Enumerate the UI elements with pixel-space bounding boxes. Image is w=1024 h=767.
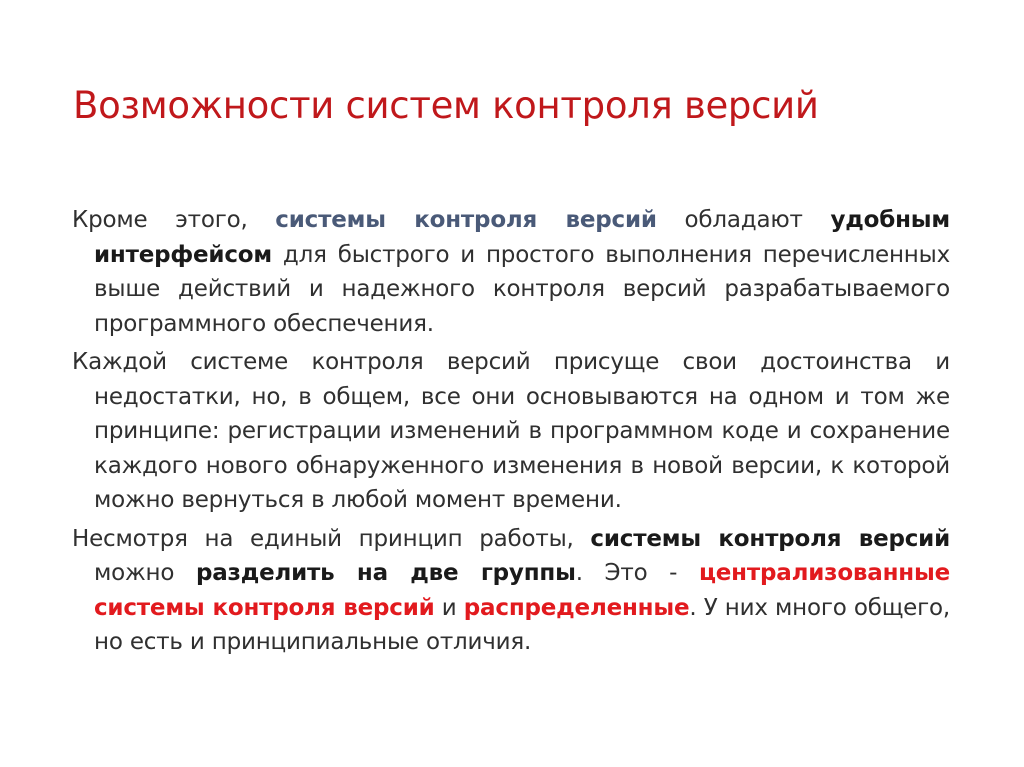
slide-body	[72, 203, 950, 664]
p1-text-3: для быстрого и простого выполнения перечисленных выше действий и надежного контроля версий разрабатываемого программного обеспечения.	[94, 241, 950, 337]
p3-highlight-centralized: централизованные системы контроля версий	[94, 560, 950, 621]
p1-highlight-vcs: системы контроля версий	[275, 207, 657, 233]
p3-text-4: и	[434, 594, 464, 621]
p1-text-2: обладают	[656, 207, 831, 233]
p3-highlight-distributed: распределенные	[463, 594, 690, 621]
p3-text-3: . Это -	[575, 560, 699, 586]
p2-text-1: Каждой системе контроля версий присуще свои достоинства и недостатки, но, в общем, все они основываются на одном и том же принципе: регистрации изменений в программном коде и сохранение каждого нового обнаруженного изменения в новой версии, к которой можно вернуться в любой момент времени.	[72, 349, 950, 513]
p3-text-2: можно	[94, 560, 196, 586]
p3-text-1: Несмотря на единый принцип работы,	[72, 525, 591, 552]
paragraph-2	[72, 345, 950, 518]
p3-highlight-two-groups: разделить на две группы	[195, 560, 576, 586]
p3-highlight-vcs: системы контроля версий	[590, 525, 951, 552]
p1-highlight-interface: удобным интерфейсом	[94, 207, 950, 268]
p1-text-1: Кроме этого,	[72, 207, 276, 233]
paragraph-3	[72, 522, 950, 660]
p3-text-5: . У них много общего, но есть и принципиальные отличия.	[94, 594, 950, 655]
paragraph-1	[72, 203, 950, 341]
slide-title: Возможности систем контроля версий	[73, 84, 819, 127]
